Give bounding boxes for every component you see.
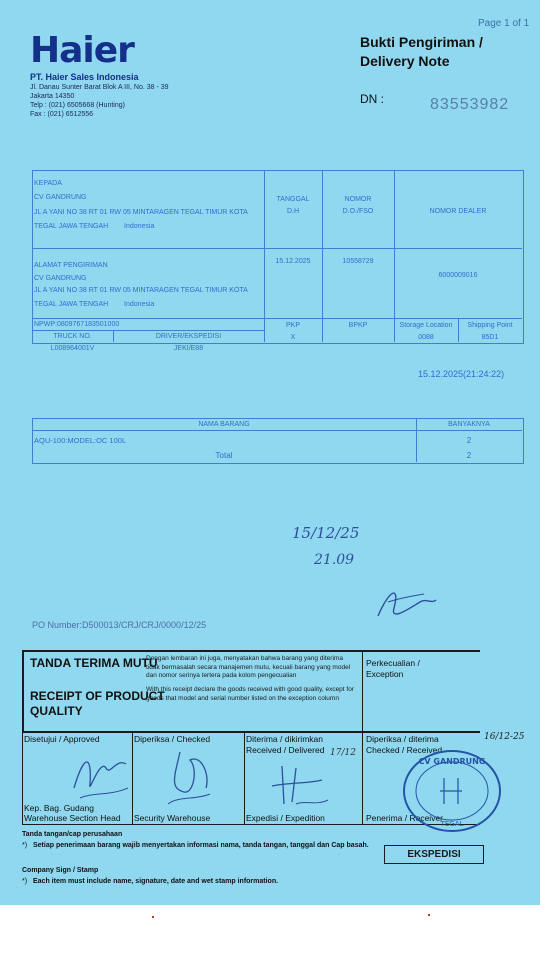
handwritten-time: 21.09 <box>314 552 355 568</box>
truck-value: L008964001V <box>50 345 95 352</box>
footer-line4: Each item must include name, signature, date and wet stamp information. <box>33 878 279 885</box>
receiver-label: Penerima / Receiver <box>366 813 444 823</box>
receipt-text-en: With this receipt declare the goods received with good quality, except for goods that model and serial number listed on the exception column <box>146 686 354 702</box>
warehouse-head-label-2: Warehouse Section Head <box>24 813 121 823</box>
nomor-value: 10558729 <box>342 258 374 265</box>
haier-logo: Haier <box>30 30 134 71</box>
expedition-label: Expedisi / Expedition <box>246 813 325 823</box>
paper-speck <box>428 914 430 916</box>
storage-label: Storage Location <box>399 322 453 329</box>
dn-label: DN : <box>360 92 384 106</box>
truck-label: TRUCK NO. <box>53 333 92 340</box>
bpkp-label: BPKP <box>348 322 368 329</box>
handwritten-signature <box>370 578 440 628</box>
warehouse-head-label-1: Kep. Bag. Gudang <box>24 803 94 813</box>
col-banyaknya: BANYAKNYA <box>448 421 490 428</box>
stamp-subtext: TEGAL <box>440 820 464 828</box>
doc-title-line2: Delivery Note <box>360 53 450 69</box>
page-number: Page 1 of 1 <box>478 18 530 29</box>
kepada-city: TEGAL JAWA TENGAH <box>34 223 109 230</box>
total-qty: 2 <box>466 451 472 460</box>
print-timestamp: 15.12.2025(21:24:22) <box>418 369 505 379</box>
shipping-value: 85D1 <box>481 334 499 341</box>
checked-received-label-1: Diperiksa / diterima <box>366 734 439 744</box>
footer-mark-2: *) <box>22 878 28 885</box>
security-label: Security Warehouse <box>134 813 211 823</box>
pkp-label: PKP <box>285 322 300 329</box>
expedition-signature <box>262 760 332 810</box>
nomor-sub: D.O./FSO <box>342 208 374 215</box>
shipping-label: Shipping Point <box>467 322 513 329</box>
total-label: Total <box>215 451 233 460</box>
exception-label-en: Exception <box>366 669 404 679</box>
company-fax: Fax : (021) 6512556 <box>30 111 94 118</box>
col-nama-barang: NAMA BARANG <box>198 421 250 428</box>
kepada-address: JL A YANI NO 38 RT 01 RW 05 MINTARAGEN TEGAL TIMUR KOTA <box>34 209 248 216</box>
exception-label: Perkecualian / <box>366 658 420 668</box>
approved-label: Disetujui / Approved <box>24 734 100 744</box>
kepada-country: Indonesia <box>124 223 155 230</box>
company-phone: Telp : (021) 6505668 (Hunting) <box>30 102 125 109</box>
doc-title-line1: Bukti Pengiriman / <box>360 34 483 50</box>
handwritten-date: 15/12/25 <box>292 524 360 542</box>
stamp-text: CV GANDRUNG <box>418 757 486 766</box>
company-address-line: Jakarta 14350 <box>30 93 75 100</box>
alamat-name: CV GANDRUNG <box>34 275 87 282</box>
alamat-label: ALAMAT PENGIRIMAN <box>34 262 108 269</box>
kepada-name: CV GANDRUNG <box>34 194 87 201</box>
dn-number: 83553982 <box>430 96 510 113</box>
receipt-title-en-1: RECEIPT OF PRODUCT <box>30 689 165 703</box>
tanggal-label: TANGGAL <box>276 196 310 203</box>
driver-label: DRIVER/EKSPEDISI <box>155 333 222 340</box>
dealer-value: 6000009016 <box>438 272 478 279</box>
item-qty: 2 <box>466 436 472 445</box>
paper-speck <box>152 916 154 918</box>
handwritten-delivered-date: 17/12 <box>330 748 356 758</box>
received-label-2: Received / Delivered <box>246 745 325 755</box>
po-number: PO Number:D500013/CRJ/CRJ/0000/12/25 <box>32 620 207 630</box>
item-name: AQU-100:MODEL:OC 100L <box>34 436 127 445</box>
pkp-value: X <box>290 334 296 341</box>
nomor-label: NOMOR <box>344 196 372 203</box>
footer-mark-1: *) <box>22 842 28 849</box>
receipt-text-id: Dengan lembaran ini juga, menyatakan bahwa barang yang diterima tidak bermasalah secara manajemen mutu, kecuali barang yang model dan nomor serinya tertera pada kolom pengecualian <box>146 655 351 679</box>
company-address-line: Jl. Danau Sunter Barat Blok A III, No. 38 - 39 <box>30 84 169 91</box>
storage-value: 0088 <box>418 334 434 341</box>
company-name: PT. Haier Sales Indonesia <box>30 72 139 82</box>
receipt-title-id: TANDA TERIMA MUTU <box>30 656 158 670</box>
checked-label: Diperiksa / Checked <box>134 734 211 744</box>
alamat-address: JL A YANI NO 38 RT 01 RW 05 MINTARAGEN TEGAL TIMUR KOTA <box>34 287 248 294</box>
footer-line3: Company Sign / Stamp <box>22 867 99 874</box>
company-stamp <box>400 748 504 834</box>
received-label-1: Diterima / dikirimkan <box>246 734 323 744</box>
tanggal-sub: D.H <box>286 208 300 215</box>
alamat-city: TEGAL JAWA TENGAH <box>34 301 109 308</box>
npwp: NPWP:0809767183501000 <box>34 321 120 328</box>
alamat-country: Indonesia <box>124 301 155 308</box>
kepada-label: KEPADA <box>34 180 62 187</box>
receipt-title-en-2: QUALITY <box>30 704 83 718</box>
checked-received-label-2: Checked / Received <box>366 745 443 755</box>
footer-line1: Tanda tangan/cap perusahaan <box>22 831 123 838</box>
handwritten-receive-date: 16/12-25 <box>484 732 525 742</box>
ekspedisi-box: EKSPEDISI <box>384 845 484 864</box>
approved-signature <box>70 748 132 804</box>
footer-line2: Setiap penerimaan barang wajib menyertakan informasi nama, tanda tangan, tanggal dan Cap basah. <box>33 842 369 849</box>
driver-value: JEKI/E88 <box>173 345 204 352</box>
checked-signature <box>150 748 230 812</box>
tanggal-value: 15.12.2025 <box>275 258 311 265</box>
dealer-label: NOMOR DEALER <box>429 208 487 215</box>
